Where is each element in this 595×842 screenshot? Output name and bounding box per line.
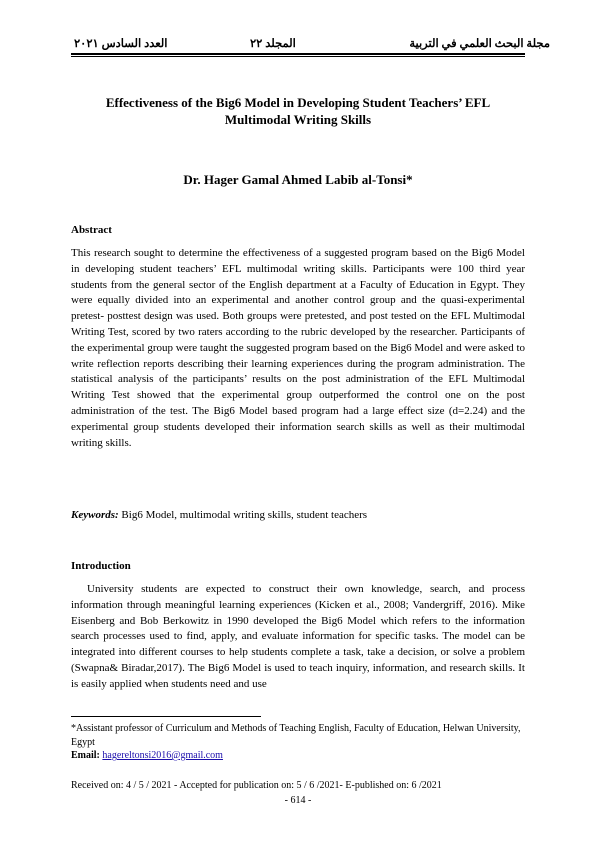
paper-title [71, 94, 525, 128]
page-number: - 614 - [284, 795, 312, 806]
intro-text: University students are expected to construct their own knowledge, search, and process information through meaningful learning experiences (Kicken et al., 2008; Vandergriff, 2016). Mike Eisenberg and Bob Berkowitz in 1990 developed the Big6 Model which refers to the information search processes used to find, apply, and evaluate information for specific tasks. The model can be integrated into different courses to help students complete a task, take a decision, or solve a problem (Swapna& Biradar,2017). The Big6 Model is used to teach inquiry, information, and research skills. It is easily applied when students need and use [71, 583, 525, 690]
footnote-affiliation: *Assistant professor of Curriculum and Methods of Teaching English, Faculty of Education, Helwan University, Egypt [71, 723, 521, 748]
keywords-label: Keywords [71, 509, 115, 521]
email-label: Email: [71, 750, 100, 761]
title-line-1: Effectiveness of the Big6 Model in Developing Student Teachers’ EFL [105, 95, 491, 110]
header-rule-thin [71, 56, 525, 57]
email-link[interactable]: hagereltonsi2016@gmail.com [102, 750, 223, 761]
volume-label: المجلد ٢٢ [250, 38, 296, 50]
abstract-text: This research sought to determine the effectiveness of a suggested program based on the Big6 Model in developing student teachers’ EFL multimodal writing skills. Participants were 100 third year students from the general sector of the English department at a Faculty of Education in Egypt. They were equally divided into an experimental and another control group and the quasi-experimental pretest- posttest design was used. Both groups were pretested, and post tested on the EFL Multimodal Writing Test, scored by two raters according to the rubric developed by the researcher. Participants of the experimental group were taught the suggested program based on the Big6 Model and were asked to write reflection reports describing their learning experiences during the program administration. The statistical analysis of the participants’ results on the post administration of the EFL Multimodal Writing Test showed that the experimental group outperformed the control one on the post administration of the test. The Big6 Model based program had a large effect size (d=2.24) and the experimental group students developed their information search skills as well as their multimodal writing skills. [71, 247, 525, 449]
received-dates: Received on: 4 / 5 / 2021 - Accepted for publication on: 5 / 6 /2021- E-published on: 6 /2021 [71, 780, 442, 791]
keywords-line: Keywords: Big6 Model, multimodal writing skills, student teachers [71, 509, 368, 521]
header-rule [71, 53, 525, 55]
intro-heading: Introduction [71, 560, 131, 572]
author-name: Dr. Hager Gamal Ahmed Labib al-Tonsi* [183, 172, 413, 187]
journal-name: مجلة البحث العلمي في التربية [409, 38, 550, 50]
footnote-email-line [71, 749, 525, 763]
title-line-2: Multimodal Writing Skills [224, 112, 372, 127]
keywords-text: Big6 Model, multimodal writing skills, student teachers [121, 509, 368, 521]
abstract-heading: Abstract [71, 224, 112, 236]
footnote-rule [71, 716, 261, 717]
footnote [71, 722, 525, 763]
issue-label: العدد السادس ٢٠٢١ [74, 38, 168, 50]
